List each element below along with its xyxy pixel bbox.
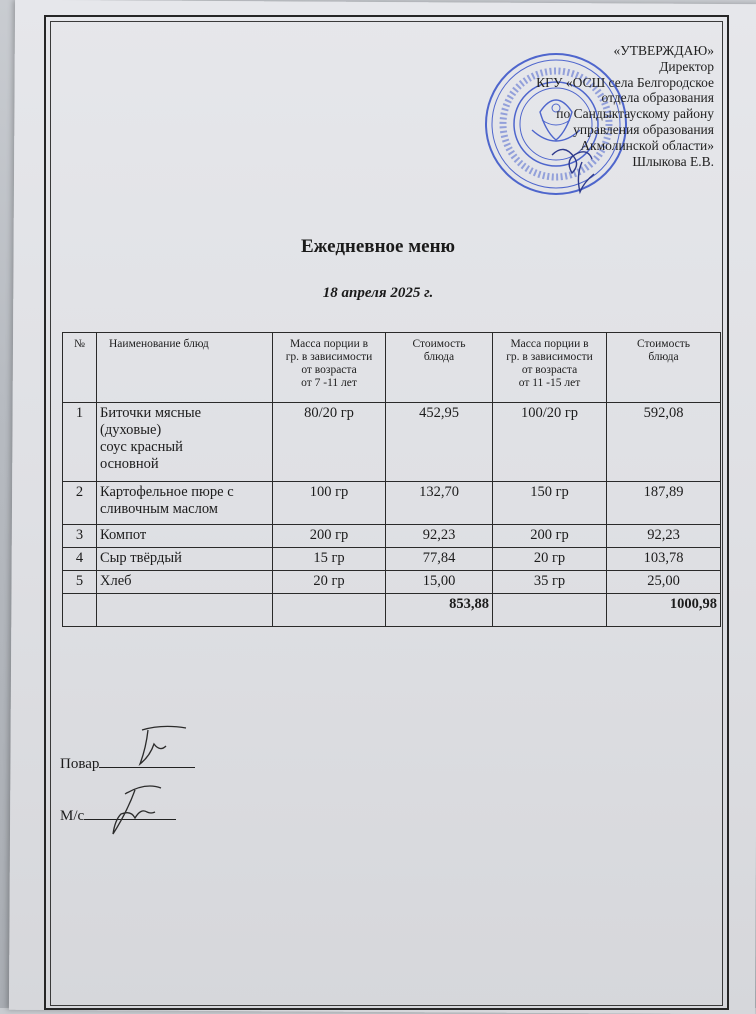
header-mass-11-15: Масса порции в гр. в зависимости от возраста от 11 -15 лет (493, 333, 607, 403)
nurse-label: М/с (60, 808, 85, 824)
total-cost-7-11: 853,88 (386, 594, 493, 627)
header-dish-name: Наименование блюд (97, 333, 273, 403)
approval-line: Шлыкова Е.В. (632, 153, 714, 169)
header-mass-7-11: Масса порции в гр. в зависимости от возраста от 7 -11 лет (273, 333, 386, 403)
dish-name: Сыр твёрдый (97, 548, 273, 571)
approval-line: управления образования (573, 121, 714, 137)
table-row: 5 Хлеб 20 гр 15,00 35 гр 25,00 (63, 571, 721, 594)
dish-name: Компот (97, 525, 273, 548)
approval-line: Директор (659, 58, 714, 74)
totals-row (63, 594, 721, 627)
dish-name: Биточки мясные (духовые) соус красный основной (97, 403, 273, 482)
total-cost-11-15: 1000,98 (607, 594, 721, 627)
approval-line: Акмолинской области» (580, 137, 714, 153)
header-cost-7-11: Стоимость блюда (386, 333, 493, 403)
approval-block (536, 43, 714, 169)
table-header-row (63, 333, 721, 403)
menu-table (62, 332, 721, 627)
cook-signature-scribble (130, 722, 200, 772)
table-row: 4 Сыр твёрдый 15 гр 77,84 20 гр 103,78 (63, 548, 721, 571)
document-date: 18 апреля 2025 г. (322, 285, 434, 301)
table-row: 1 Биточки мясные (духовые) соус красный основной 80/20 гр 452,95 100/20 гр 592,08 (63, 403, 721, 482)
nurse-signature-scribble (95, 776, 175, 846)
approval-line: «УТВЕРЖДАЮ» (613, 43, 714, 58)
cook-label: Повар (60, 756, 100, 772)
approval-line: отдела образования (601, 90, 714, 106)
dish-name: Хлеб (97, 571, 273, 594)
header-cost-11-15: Стоимость блюда (607, 333, 721, 403)
approval-line: КГУ «ОСШ села Белгородское (536, 74, 714, 90)
header-num: № (63, 333, 97, 403)
approval-line: по Сандыктаускому району (556, 106, 714, 122)
document-title: Ежедневное меню (300, 236, 456, 257)
table-row: 3 Компот 200 гр 92,23 200 гр 92,23 (63, 525, 721, 548)
dish-name: Картофельное пюре с сливочным маслом (97, 482, 273, 525)
table-row: 2 Картофельное пюре с сливочным маслом 100 гр 132,70 150 гр 187,89 (63, 482, 721, 525)
